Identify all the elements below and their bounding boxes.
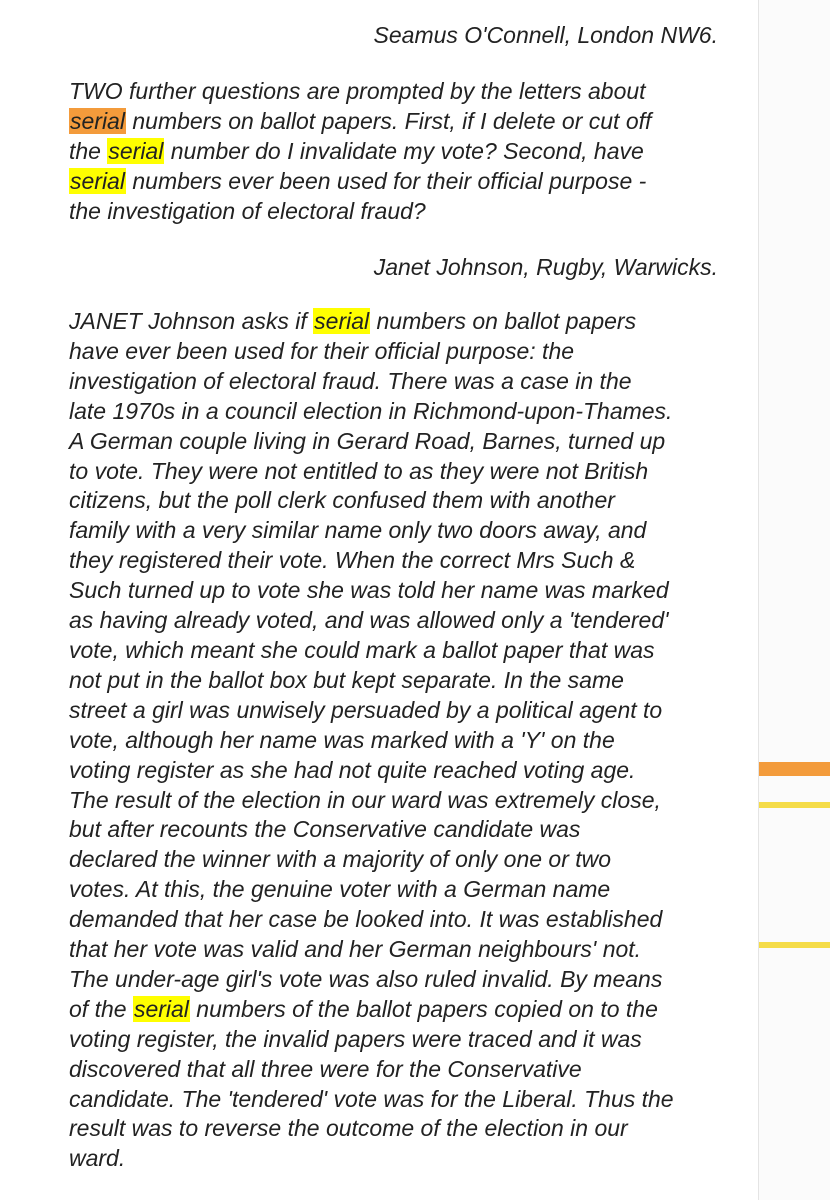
text-run: candidate. The 'tendered' vote was for the Liberal. Thus the <box>69 1085 674 1112</box>
text-run: street a girl was unwisely persuaded by a political agent to <box>69 696 663 723</box>
text-run: vote, although her name was marked with a 'Y' on the <box>69 726 615 753</box>
text-line <box>69 167 741 197</box>
text-line <box>69 756 741 786</box>
text-line <box>69 905 741 935</box>
text-run: family with a very similar name only two doors away, and <box>69 517 647 544</box>
text-line <box>69 1114 741 1144</box>
text-line <box>69 367 741 397</box>
text-line <box>69 137 741 167</box>
text-run: votes. At this, the genuine voter with a German name <box>69 876 611 903</box>
text-line <box>69 576 741 606</box>
letter-paragraph <box>69 77 741 227</box>
text-run: numbers of the ballot papers copied on to the <box>189 995 658 1022</box>
scrollbar-match-marker[interactable] <box>759 802 830 808</box>
text-run: numbers on ballot papers <box>370 308 637 334</box>
text-run: as having already voted, and was allowed only a 'tendered' <box>69 607 669 634</box>
text-run: declared the winner with a majority of only one or two <box>69 846 612 873</box>
text-run: The result of the election in our ward was extremely close, <box>69 786 661 813</box>
search-highlight: serial <box>108 137 164 164</box>
search-highlight: serial <box>314 308 370 334</box>
text-line <box>69 845 741 875</box>
text-line <box>69 726 741 756</box>
text-run: the investigation of electoral fraud? <box>69 197 426 224</box>
text-line <box>69 1144 741 1174</box>
letter-signature: Seamus O'Connell, London NW6. <box>373 22 718 48</box>
text-line <box>69 397 741 427</box>
scrollbar-track[interactable] <box>758 0 830 1200</box>
text-run: demanded that her case be looked into. It was established <box>69 906 663 933</box>
text-line <box>69 486 741 516</box>
text-run: voting register as she had not quite reached voting age. <box>69 756 636 783</box>
text-line <box>69 307 741 337</box>
text-run: not put in the ballot box but kept separate. In the same <box>69 666 624 693</box>
text-line <box>69 666 741 696</box>
text-run: ward. <box>69 1145 126 1172</box>
scrollbar-match-marker[interactable] <box>759 942 830 948</box>
text-line <box>69 1085 741 1115</box>
text-run: have ever been used for their official purpose: the <box>69 337 575 364</box>
search-highlight-current: serial <box>70 107 125 134</box>
text-line <box>69 815 741 845</box>
text-line <box>69 1055 741 1085</box>
text-line <box>69 1025 741 1055</box>
text-run: number do I invalidate my vote? Second, have <box>164 137 644 164</box>
letter-signature: Janet Johnson, Rugby, Warwicks. <box>373 254 718 280</box>
text-line <box>69 875 741 905</box>
text-run: of the <box>69 995 133 1022</box>
text-line <box>69 337 741 367</box>
text-run: TWO further questions are prompted by the letters about <box>69 78 646 104</box>
search-highlight: serial <box>70 167 125 194</box>
text-line <box>69 965 741 995</box>
text-run: discovered that all three were for the Conservative <box>69 1055 582 1082</box>
text-line <box>69 77 741 107</box>
text-line <box>69 107 741 137</box>
text-line <box>69 197 741 227</box>
text-line <box>69 636 741 666</box>
text-line <box>69 457 741 487</box>
text-run: result was to reverse the outcome of the election in our <box>69 1115 628 1142</box>
text-line <box>69 516 741 546</box>
text-line <box>69 606 741 636</box>
text-run: investigation of electoral fraud. There was a case in the <box>69 367 632 394</box>
text-run: The under-age girl's vote was also ruled invalid. By means <box>69 965 663 992</box>
text-run: A German couple living in Gerard Road, Barnes, turned up <box>69 427 666 454</box>
text-run: citizens, but the poll clerk confused them with another <box>69 487 615 514</box>
search-highlight: serial <box>133 995 189 1022</box>
text-line <box>69 427 741 457</box>
text-run: late 1970s in a council election in Richmond-upon-Thames. <box>69 397 673 424</box>
text-line <box>69 995 741 1025</box>
text-run: vote, which meant she could mark a ballot paper that was <box>69 636 655 663</box>
text-run: the <box>69 137 108 164</box>
text-run: to vote. They were not entitled to as they were not British <box>69 457 649 484</box>
text-run: numbers ever been used for their official purpose - <box>125 167 647 194</box>
text-run: Such turned up to vote she was told her name was marked <box>69 577 669 604</box>
text-run: but after recounts the Conservative candidate was <box>69 816 581 843</box>
text-run: JANET Johnson asks if <box>69 308 314 334</box>
text-line <box>69 786 741 816</box>
text-run: they registered their vote. When the correct Mrs Such & <box>69 547 636 574</box>
text-line <box>69 935 741 965</box>
text-line <box>69 546 741 576</box>
text-run: voting register, the invalid papers were traced and it was <box>69 1025 642 1052</box>
scrollbar-current-match-marker[interactable] <box>759 762 830 776</box>
text-run: numbers on ballot papers. First, if I delete or cut off <box>125 107 652 134</box>
text-run: that her vote was valid and her German neighbours' not. <box>69 936 642 963</box>
text-line <box>69 696 741 726</box>
letter-paragraph <box>69 307 741 1174</box>
